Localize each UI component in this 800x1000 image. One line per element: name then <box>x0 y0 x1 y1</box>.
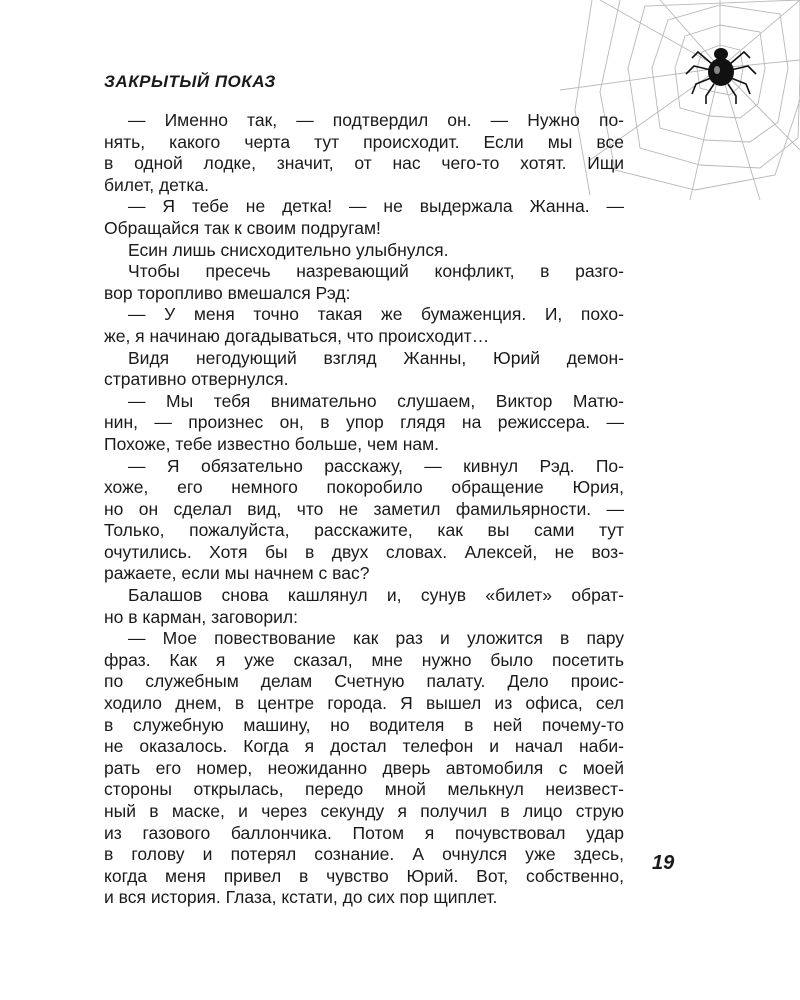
text-line: и вся история. Глаза, кстати, до сих пор щиплет. <box>104 887 498 908</box>
text-line: ражаете, если мы начнем с вас? <box>104 563 370 584</box>
text-line: в служебную машину, но водителя в ней почему-то <box>104 714 624 735</box>
text-line: но он сделал вид, что не заметил фамильярности. — <box>104 498 624 519</box>
text-line: Похоже, тебе известно больше, чем нам. <box>104 433 440 454</box>
running-header: ЗАКРЫТЫЙ ПОКАЗ <box>104 72 276 91</box>
text-line: Балашов снова кашлянул и, сунув «билет» обрат- <box>128 585 624 606</box>
text-line: но в карман, заговорил: <box>104 606 298 627</box>
text-line: в одной лодке, значит, от нас чего-то хотят. Ищи <box>104 153 624 174</box>
text-line: ходило днем, в центре города. Я вышел из офиса, сел <box>104 693 624 714</box>
text-line: Чтобы пресечь назревающий конфликт, в разго- <box>128 261 624 282</box>
text-line: — Я обязательно расскажу, — кивнул Рэд. По- <box>128 455 624 476</box>
text-line: Только, пожалуйста, расскажите, как вы сами тут <box>104 520 624 541</box>
text-line: билет, детка. <box>104 174 209 195</box>
text-line: хоже, его немного покоробило обращение Юрия, <box>104 477 624 498</box>
text-line: по служебным делам Счетную палату. Дело проис- <box>104 671 624 692</box>
text-line: фраз. Как я уже сказал, мне нужно было посетить <box>104 649 624 670</box>
text-line: Есин лишь снисходительно улыбнулся. <box>128 239 449 260</box>
text-line: очутились. Хотя бы в двух словах. Алексей, не воз- <box>104 541 624 562</box>
text-line: Обращайся так к своим подругам! <box>104 217 381 238</box>
text-line: — Именно так, — подтвердил он. — Нужно по- <box>128 110 624 130</box>
text-line: нин, — произнес он, в упор глядя на режиссера. — <box>104 412 624 433</box>
text-line: в голову и потерял сознание. А очнулся уже здесь, <box>104 844 624 865</box>
body-text <box>104 110 624 909</box>
text-line: когда меня привел в чувство Юрий. Вот, собственно, <box>104 865 624 886</box>
text-line: нять, какого черта тут происходит. Если мы все <box>104 131 624 152</box>
text-line: же, я начинаю догадываться, что происходит… <box>104 325 490 346</box>
text-line: стративно отвернулся. <box>104 369 289 390</box>
text-line: не оказалось. Когда я достал телефон и начал наби- <box>104 736 624 757</box>
text-line: стороны открылась, передо мной мелькнул неизвест- <box>104 779 624 800</box>
text-line: из газового баллончика. Потом я почувствовал удар <box>104 822 624 843</box>
text-line: — Я тебе не детка! — не выдержала Жанна. — <box>128 196 624 217</box>
text-line: вор торопливо вмешался Рэд: <box>104 282 351 303</box>
text-line: — У меня точно такая же бумаженция. И, похо- <box>128 304 624 325</box>
text-line: рать его номер, неожиданно дверь автомобиля с моей <box>104 757 624 778</box>
page-number: 19 <box>652 852 675 874</box>
text-line: — Мы тебя внимательно слушаем, Виктор Матю- <box>128 390 624 411</box>
text-line: Видя негодующий взгляд Жанны, Юрий демон- <box>128 347 624 368</box>
text-line: ный в маске, и через секунду я получил в лицо струю <box>104 801 624 821</box>
text-line: — Мое повествование как раз и уложится в пару <box>128 628 624 649</box>
